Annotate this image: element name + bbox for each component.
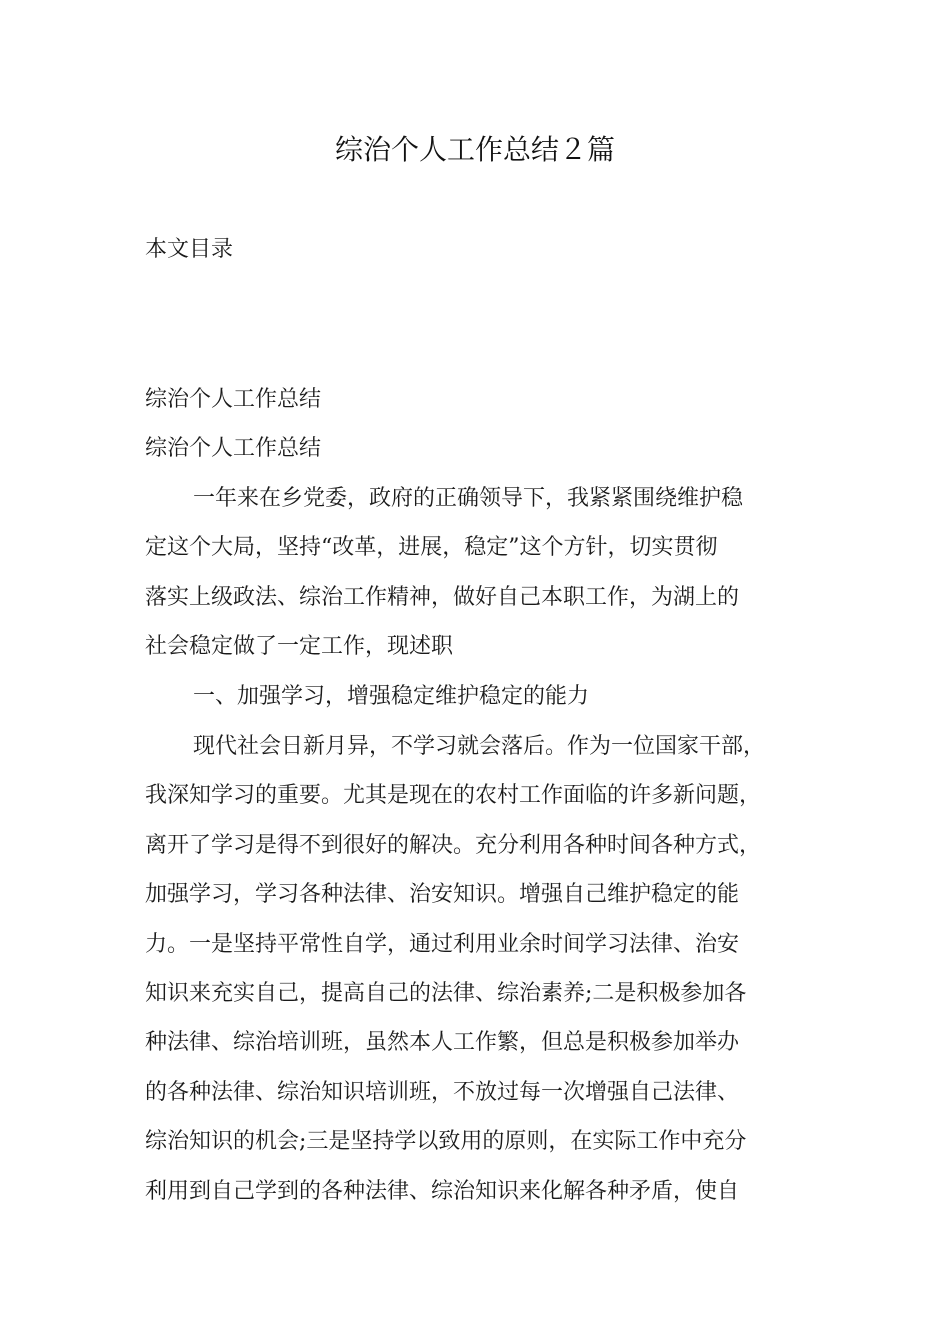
body-line: 定这个大局，坚持“改革，进展，稳定”这个方针，切实贯彻 bbox=[145, 535, 718, 560]
toc-item[interactable]: 综治个人工作总结 bbox=[145, 387, 322, 412]
section-title: 综治个人工作总结 bbox=[145, 436, 322, 461]
body-line: 综治知识的机会;三是坚持学以致用的原则，在实际工作中充分 bbox=[145, 1129, 747, 1154]
body-line: 力。一是坚持平常性自学，通过利用业余时间学习法律、治安 bbox=[145, 932, 740, 957]
body-line: 知识来充实自己，提高自己的法律、综治素养;二是积极参加各 bbox=[145, 981, 747, 1006]
body-line: 落实上级政法、综治工作精神，做好自己本职工作，为湖上的 bbox=[145, 585, 740, 610]
document-title: 综治个人工作总结２篇 bbox=[334, 133, 615, 166]
body-line: 的各种法律、综治知识培训班，不放过每一次增强自己法律、 bbox=[145, 1080, 740, 1105]
body-line: 一年来在乡党委，政府的正确领导下，我紧紧围绕维护稳 bbox=[193, 486, 744, 511]
body-line: 我深知学习的重要。尤其是现在的农村工作面临的许多新问题， bbox=[145, 783, 762, 808]
body-line: 利用到自己学到的各种法律、综治知识来化解各种矛盾，使自 bbox=[145, 1179, 740, 1204]
body-line: 加强学习，学习各种法律、治安知识。增强自己维护稳定的能 bbox=[145, 882, 740, 907]
toc-heading: 本文目录 bbox=[145, 237, 234, 262]
body-line: 种法律、综治培训班，虽然本人工作繁，但总是积极参加举办 bbox=[145, 1030, 740, 1055]
body-line: 社会稳定做了一定工作，现述职 bbox=[145, 634, 454, 659]
body-line: 现代社会日新月异，不学习就会落后。作为一位国家干部， bbox=[193, 734, 766, 759]
body-line: 离开了学习是得不到很好的解决。充分利用各种时间各种方式， bbox=[145, 833, 762, 858]
subheading: 一、加强学习，增强稳定维护稳定的能力 bbox=[193, 684, 590, 709]
